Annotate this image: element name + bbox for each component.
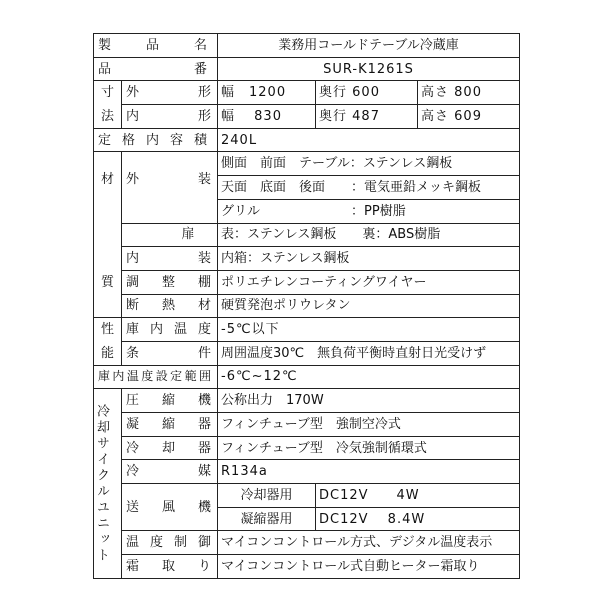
label-temp-range: 庫内温度設定範囲	[94, 365, 218, 389]
value-material-interior: 内箱：ステンレス鋼板	[218, 247, 520, 271]
value-temp-range: -6℃~12℃	[218, 365, 520, 389]
label-performance-bottom: 能	[94, 341, 122, 365]
row-cool-control	[94, 531, 520, 555]
row-material-interior	[94, 247, 520, 271]
label-fan-condenser: 凝縮器用	[218, 507, 316, 531]
row-model	[94, 57, 520, 81]
label-perf-condition: 条件	[122, 341, 218, 365]
value-cool-evaporator: フィンチューブ型 冷気強制循環式	[218, 436, 520, 460]
label-dim-inner: 内形	[122, 105, 218, 129]
label-cool-fan: 送風機	[122, 484, 218, 531]
label-material-interior: 内装	[122, 247, 218, 271]
row-material-exterior-1	[94, 152, 520, 176]
row-material-door	[94, 223, 520, 247]
label-cooling-group	[94, 389, 122, 579]
row-perf-condition	[94, 341, 520, 365]
row-product-name	[94, 34, 520, 58]
label-material-insulation: 断熱材	[122, 294, 218, 318]
label-cool-control: 温度制御	[122, 531, 218, 555]
value-material-exterior-2: 天面 底面 後面 ：電気亜鉛メッキ鋼板	[218, 176, 520, 200]
label-cool-evaporator: 冷却器	[122, 436, 218, 460]
row-material-insulation	[94, 294, 520, 318]
value-perf-condition: 周囲温度30℃ 無負荷平衡時直射日光受けず	[218, 341, 520, 365]
material-group-spacer	[94, 294, 122, 318]
label-cool-defrost: 霜取り	[122, 555, 218, 579]
spec-table	[93, 33, 520, 579]
label-material-bottom: 質	[94, 270, 122, 294]
label-dim-outer: 外形	[122, 81, 218, 105]
value-dim-inner-d: 奥行 487	[316, 105, 418, 129]
row-material-shelf	[94, 270, 520, 294]
value-dim-outer-d: 奥行 600	[316, 81, 418, 105]
value-dim-inner-w: 幅 830	[218, 105, 316, 129]
value-capacity: 240L	[218, 128, 520, 152]
value-dim-outer-w: 幅 1200	[218, 81, 316, 105]
label-material-door: 扉	[122, 223, 218, 247]
label-cool-refrigerant: 冷媒	[122, 460, 218, 484]
row-capacity	[94, 128, 520, 152]
value-dim-outer-h: 高さ 800	[418, 81, 520, 105]
row-cool-fan-cooler	[94, 484, 520, 508]
value-model: SUR-K1261S	[218, 57, 520, 81]
row-cool-defrost	[94, 555, 520, 579]
label-dimensions-bottom: 法	[94, 105, 122, 129]
row-dim-inner	[94, 105, 520, 129]
row-cool-refrigerant	[94, 460, 520, 484]
value-perf-temp: -5℃以下	[218, 318, 520, 342]
value-material-door: 表：ステンレス鋼板 裏：ABS樹脂	[218, 223, 520, 247]
value-material-shelf: ポリエチレンコーティングワイヤー	[218, 270, 520, 294]
material-group-spacer	[94, 223, 122, 247]
row-perf-temp	[94, 318, 520, 342]
row-cool-compressor	[94, 389, 520, 413]
label-fan-cooler: 冷却器用	[218, 484, 316, 508]
value-cool-condenser: フィンチューブ型 強制空冷式	[218, 413, 520, 437]
label-dimensions-top: 寸	[94, 81, 122, 105]
label-model: 品番	[94, 57, 218, 81]
label-capacity: 定格内容積	[94, 128, 218, 152]
value-cool-refrigerant: R134a	[218, 460, 520, 484]
label-material-shelf: 調整棚	[122, 270, 218, 294]
row-temp-range	[94, 365, 520, 389]
label-cool-condenser: 凝縮器	[122, 413, 218, 437]
value-cool-compressor: 公称出力 170W	[218, 389, 520, 413]
value-fan-condenser: DC12V 8.4W	[316, 507, 520, 531]
value-material-insulation: 硬質発泡ポリウレタン	[218, 294, 520, 318]
label-material-top: 材	[94, 152, 122, 223]
label-perf-temp: 庫内温度	[122, 318, 218, 342]
value-dim-inner-h: 高さ 609	[418, 105, 520, 129]
label-performance-top: 性	[94, 318, 122, 342]
value-product-name: 業務用コールドテーブル冷蔵庫	[218, 34, 520, 58]
row-dim-outer	[94, 81, 520, 105]
label-material-exterior: 外装	[122, 152, 218, 223]
value-material-exterior-1: 側面 前面 テーブル：ステンレス鋼板	[218, 152, 520, 176]
value-material-exterior-3: グリル ：PP樹脂	[218, 199, 520, 223]
row-cool-evaporator	[94, 436, 520, 460]
value-cool-control: マイコンコントロール方式、デジタル温度表示	[218, 531, 520, 555]
row-cool-condenser	[94, 413, 520, 437]
label-product-name: 製品名	[94, 34, 218, 58]
value-cool-defrost: マイコンコントロール式自動ヒーター霜取り	[218, 555, 520, 579]
label-cool-compressor: 圧縮機	[122, 389, 218, 413]
cooling-group-text: 冷却サイクルユニット	[94, 403, 109, 564]
material-group-spacer	[94, 247, 122, 271]
value-fan-cooler: DC12V 4W	[316, 484, 520, 508]
